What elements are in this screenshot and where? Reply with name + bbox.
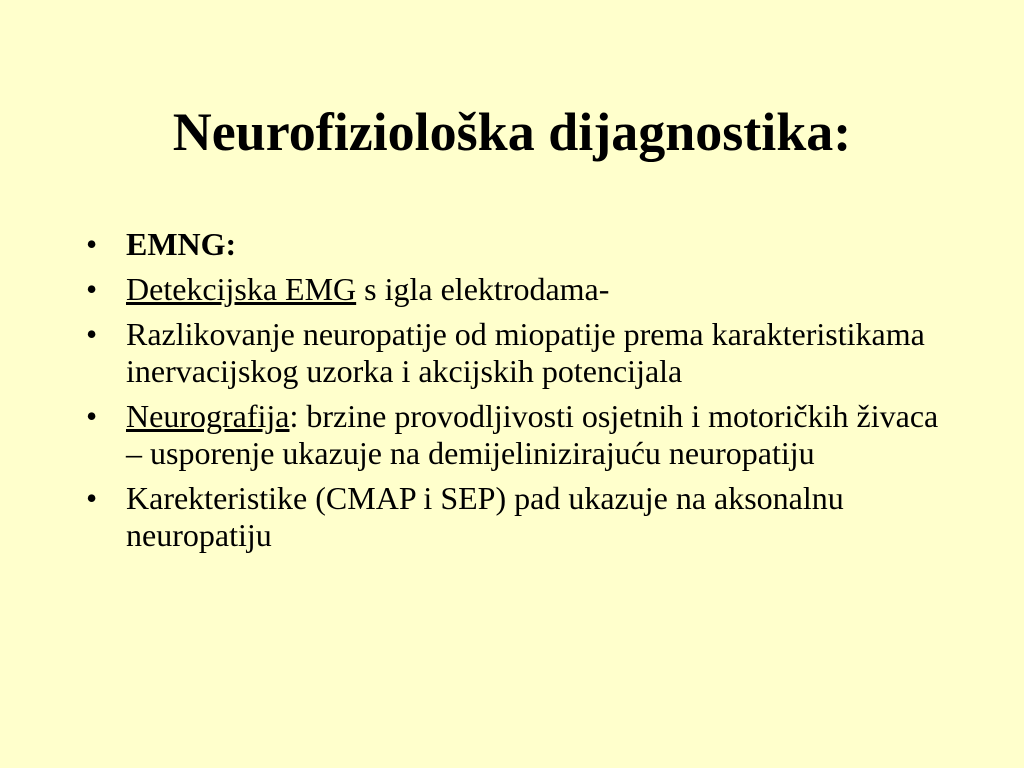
bullet-lead: EMNG: — [126, 226, 237, 262]
bullet-text: Razlikovanje neuropatije od miopatije prema karakteristikama inervacijskog uzorka i akcijskih potencijala — [126, 316, 925, 389]
bullet-lead-link[interactable]: Neurografija — [126, 398, 290, 434]
bullet-text: : brzine provodljivosti osjetnih i motoričkih živaca – usporenje ukazuje na demijelinizirajuću neuropatiju — [126, 398, 939, 471]
bullet-item-emng — [86, 226, 946, 263]
bullet-list — [86, 226, 946, 562]
bullet-icon: • — [86, 226, 98, 262]
slide-title: Neurofiziološka dijagnostika: — [172, 102, 852, 162]
bullet-text: s igla elektrodama- — [356, 271, 610, 307]
bullet-icon: • — [86, 398, 98, 434]
bullet-lead-link[interactable]: Detekcijska EMG — [126, 271, 357, 307]
bullet-item-razlikovanje — [86, 316, 946, 390]
bullet-item-karekteristike — [86, 480, 946, 554]
bullet-icon: • — [86, 480, 98, 516]
bullet-item-detekcijska-emg — [86, 271, 946, 308]
bullet-icon: • — [86, 271, 98, 307]
bullet-item-neurografija — [86, 398, 946, 472]
bullet-icon: • — [86, 316, 98, 352]
bullet-text: Karekteristike (CMAP i SEP) pad ukazuje na aksonalnu neuropatiju — [126, 480, 844, 553]
